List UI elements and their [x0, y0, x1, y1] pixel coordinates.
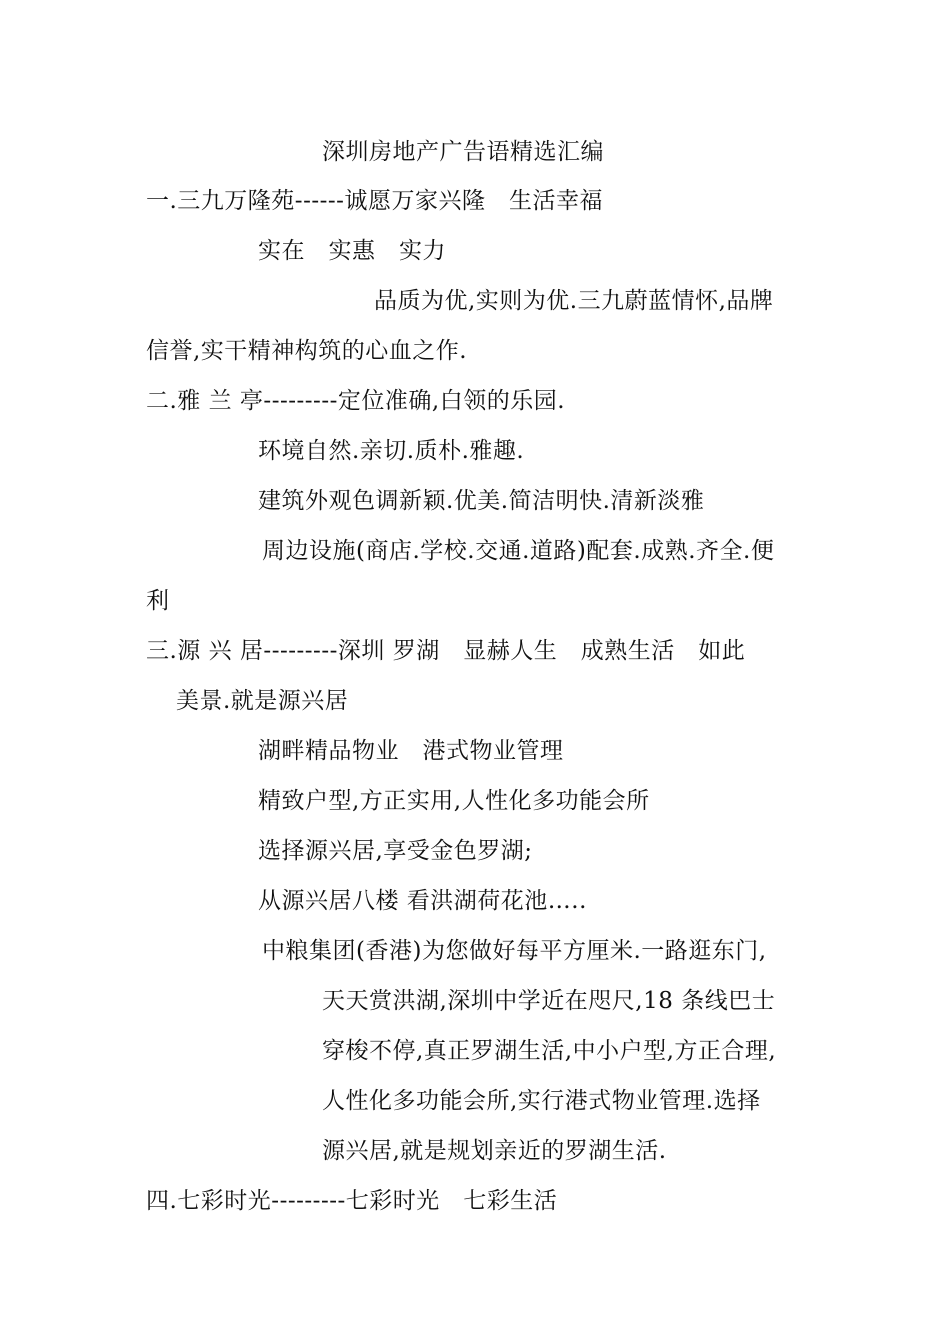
section-3-line: 选择源兴居,享受金色罗湖; [258, 838, 533, 864]
section-3-line: 从源兴居八楼 看洪湖荷花池….. [258, 888, 587, 914]
section-3-paragraph-line: 穿梭不停,真正罗湖生活,中小户型,方正合理, [322, 1038, 777, 1064]
section-2-line: 利 [146, 588, 170, 614]
section-1-paragraph-line: 信誉,实干精神构筑的心血之作. [146, 338, 468, 364]
section-1-paragraph-line: 品质为优,实则为优.三九蔚蓝情怀,品牌 [374, 288, 774, 314]
section-4-heading: 四.七彩时光---------七彩时光 七彩生活 [146, 1188, 558, 1214]
section-3-paragraph-line: 天天赏洪湖,深圳中学近在咫尺,18 条线巴士 [322, 988, 776, 1014]
section-3-paragraph-line: 人性化多功能会所,实行港式物业管理.选择 [322, 1088, 761, 1114]
section-3-paragraph-line: 源兴居,就是规划亲近的罗湖生活. [322, 1138, 667, 1164]
section-2-line: 建筑外观色调新颖.优美.简洁明快.清新淡雅 [258, 488, 705, 514]
section-3-paragraph-line: 中粮集团(香港)为您做好每平方厘米.一路逛东门, [262, 938, 767, 964]
section-1-slogan: 实在 实惠 实力 [258, 238, 446, 264]
section-3-line: 精致户型,方正实用,人性化多功能会所 [258, 788, 650, 814]
document-title: 深圳房地产广告语精选汇编 [322, 139, 604, 165]
section-2-line: 周边设施(商店.学校.交通.道路)配套.成熟.齐全.便 [262, 538, 775, 564]
section-2-heading: 二.雅 兰 亭---------定位准确,白领的乐园. [146, 388, 565, 414]
section-3-line: 湖畔精品物业 港式物业管理 [258, 738, 564, 764]
section-2-line: 环境自然.亲切.质朴.雅趣. [258, 438, 525, 464]
section-3-heading: 三.源 兴 居---------深圳 罗湖 显赫人生 成熟生活 如此 [146, 638, 746, 664]
section-1-heading: 一.三九万隆苑------诚愿万家兴隆 生活幸福 [146, 188, 603, 214]
section-3-heading-continuation: 美景.就是源兴居 [176, 688, 349, 714]
